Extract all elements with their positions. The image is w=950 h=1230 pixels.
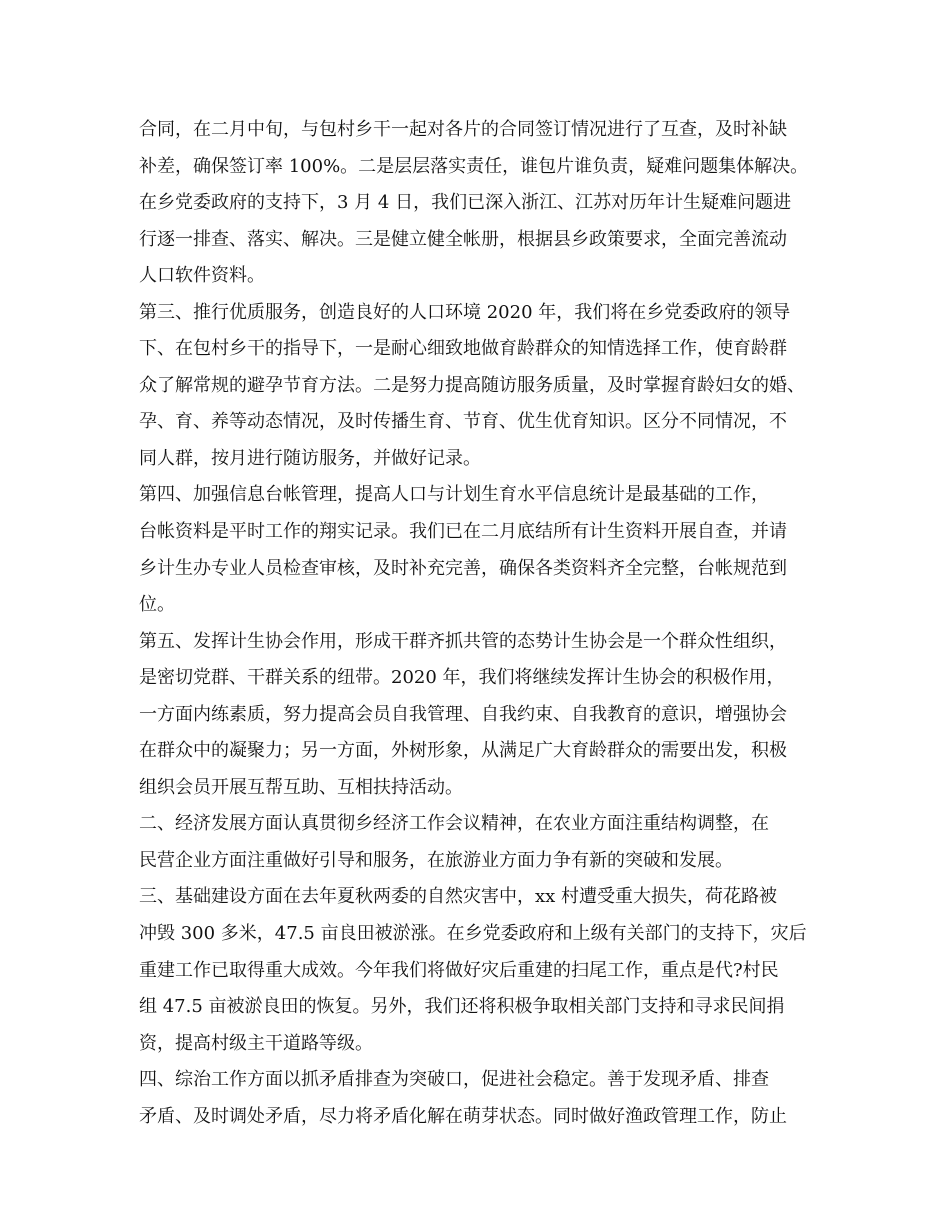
text-line: 三、基础建设方面在去年夏秋两委的自然灾害中，xx 村遭受重大损失，荷花路被 [139, 886, 778, 908]
text-line: 重建工作已取得重大成效。今年我们将做好灾后重建的扫尾工作，重点是代?村民 [139, 959, 779, 981]
text-line: 一方面内练素质，努力提高会员自我管理、自我约束、自我教育的意识，增强协会 [139, 703, 787, 725]
text-line: 行逐一排查、落实、解决。三是健立健全帐册，根据县乡政策要求，全面完善流动 [139, 228, 787, 250]
text-line: 在乡党委政府的支持下，3 月 4 日，我们已深入浙江、江苏对历年计生疑难问题进 [139, 192, 792, 214]
text-line: 民营企业方面注重做好引导和服务，在旅游业方面力争有新的突破和发展。 [139, 849, 733, 871]
text-line: 冲毁 300 多米，47.5 亩良田被淤涨。在乡党委政府和上级有关部门的支持下，灾后 [139, 923, 807, 945]
text-line: 乡计生办专业人员检查审核，及时补充完善，确保各类资料齐全完整，台帐规范到 [139, 557, 787, 579]
text-line: 台帐资料是平时工作的翔实记录。我们已在二月底结所有计生资料开展自查，并请 [139, 521, 787, 543]
text-line: 二、经济发展方面认真贯彻乡经济工作会议精神，在农业方面注重结构调整，在 [139, 813, 769, 835]
text-line: 众了解常规的避孕节育方法。二是努力提高随访服务质量，及时掌握育龄妇女的婚、 [139, 374, 805, 396]
text-line: 第五、发挥计生协会作用，形成干群齐抓共管的态势计生协会是一个群众性组织， [139, 630, 787, 652]
text-line: 四、综治工作方面以抓矛盾排查为突破口，促进社会稳定。善于发现矛盾、排查 [139, 1069, 769, 1091]
text-line: 是密切党群、干群关系的纽带。2020 年，我们将继续发挥计生协会的积极作用， [139, 667, 785, 689]
text-line: 第三、推行优质服务，创造良好的人口环境 2020 年，我们将在乡党委政府的领导 [139, 301, 791, 323]
text-line: 位。 [139, 594, 175, 616]
text-line: 人口软件资料。 [139, 265, 265, 287]
document-body [139, 112, 829, 1135]
text-line: 组 47.5 亩被淤良田的恢复。另外，我们还将积极争取相关部门支持和寻求民间捐 [139, 996, 785, 1018]
text-line: 组织会员开展互帮互助、互相扶持活动。 [139, 776, 463, 798]
text-line: 第四、加强信息台帐管理，提高人口与计划生育水平信息统计是最基础的工作， [139, 484, 769, 506]
text-line: 补差，确保签订率 100%。二是层层落实责任，谁包片谁负责，疑难问题集体解决。 [139, 155, 809, 177]
text-line: 在群众中的凝聚力；另一方面，外树形象，从满足广大育龄群众的需要出发，积极 [139, 740, 787, 762]
text-line: 同人群，按月进行随访服务，并做好记录。 [139, 447, 481, 469]
text-line: 下、在包村乡干的指导下，一是耐心细致地做育龄群众的知情选择工作，使育龄群 [139, 338, 787, 360]
text-line: 矛盾、及时调处矛盾，尽力将矛盾化解在萌芽状态。同时做好渔政管理工作，防止 [139, 1105, 787, 1127]
text-line: 资，提高村级主干道路等级。 [139, 1032, 373, 1054]
text-line: 合同，在二月中旬，与包村乡干一起对各片的合同签订情况进行了互查，及时补缺 [139, 119, 787, 140]
text-line: 孕、育、养等动态情况，及时传播生育、节育、优生优育知识。区分不同情况，不 [139, 411, 787, 433]
